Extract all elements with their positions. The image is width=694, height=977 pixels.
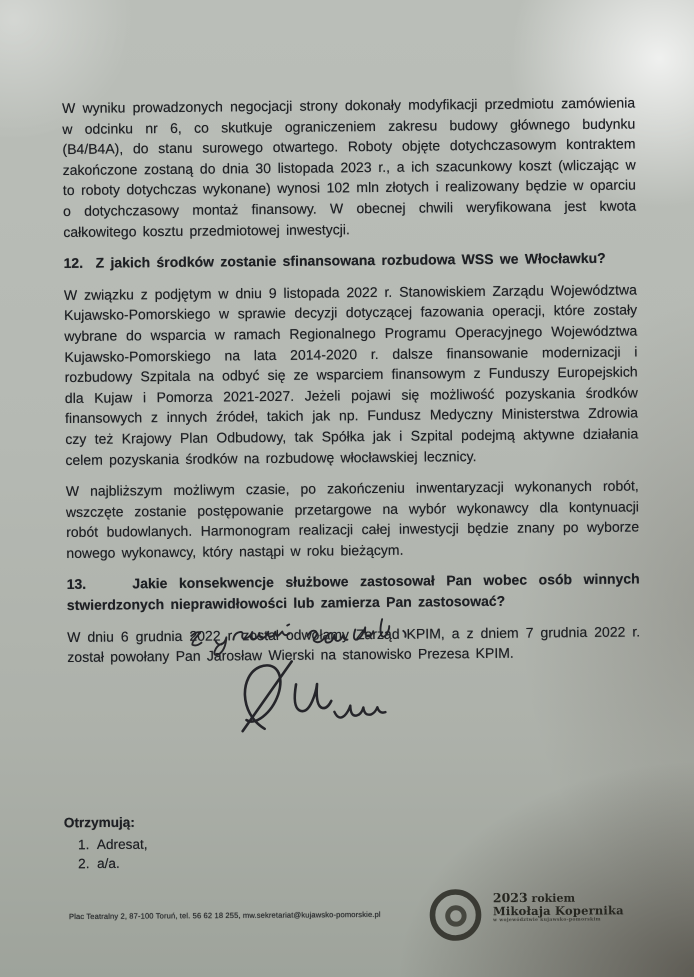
- copernicus-2023-seal: [427, 885, 624, 943]
- question-12-heading: 12. Z jakich środków zostanie sfinansowana rozbudowa WSS we Włocławku?: [63, 249, 606, 272]
- seal-caption: [493, 891, 624, 924]
- paragraph-financing: W związku z podjętym w dniu 9 listopada 2022 r. Stanowiskiem Zarządu Województwa Kujawsko-Pomorskiego w sprawie decyzji dotyczącej fazowania operacji, które zostały wybrane do wsparcia w ramach Regionalnego Programu Operacyjnego Województwa Kujawsko-Pomorskiego na lata 2014-2020 r. dalsze finansowanie modernizacji i rozbudowy Szpitala na odbyć się ze wsparciem finansowym z Funduszy Europejskich dla Kujaw i Pomorza 2021-2027. Jeżeli pojawi się możliwość pozyskania środków finansowych z innych źródeł, takich jak np. Fundusz Medyczny Ministerstwa Zdrowia czy też Krajowy Plan Odbudowy, tak Spółka jak i Szpital podejmą aktywne działania celem pozyskania środków na rozbudowę włocławskiej lecznicy.: [63, 281, 639, 468]
- footer-contact-line: Plac Teatralny 2, 87-100 Toruń, tel. 56 62 18 255, mw.sekretariat@kujawsko-pomorskie.pl: [68, 909, 381, 922]
- paragraph-negotiations: W wyniku prowadzonych negocjacji strony dokonały modyfikacji przedmiotu zamówienia w odcinku nr 6, co skutkuje ograniczeniem zakresu budowy głównego budynku (B4/B4A), do stanu surowego otwartego. Roboty objęte dotychczasowym kontraktem zakończone zostaną do dnia 30 listopada 2023 r., a ich szacunkowy koszt (wliczając w to roboty dotychczas wykonane) wynosi 102 mln złotych i realizowany będzie w oparciu o dotychczasowy montaż finansowy. W obecnej chwili weryfikowana jest kwota całkowitego kosztu przedmiotowej inwestycji.: [62, 94, 637, 240]
- question-13-heading: 13. Jakie konsekwencje służbowe zastosował Pan wobec osób winnych stwierdzonych nieprawidłowości lub zamierza Pan zastosować?: [66, 570, 640, 614]
- signature-scribble: [167, 610, 479, 754]
- paragraph-board-change: W dniu 6 grudnia 2022 r. został odwołamy Zarząd KPIM, a z dniem 7 grudnia 2022 r. został powołany Pan Jarosław Wierski na stanowisko Prezesa KPIM.: [67, 623, 641, 666]
- distribution-item-aa: 2. a/a.: [78, 855, 120, 872]
- seal-year-word: rokiem: [527, 891, 576, 905]
- distribution-item-adresat: 1. Adresat,: [77, 836, 148, 852]
- paragraph-tender: W najbliższym możliwym czasie, po zakończeniu inwentaryzacji wykonanych robót, wszczęte zostanie postępowanie przetargowe na wybór wykonawcy dla kontynuacji robót budowlanych. Harmonogram realizacji całej inwestycji będzie znany po wyborze nowego wykonawcy, który nastąpi w roku bieżącym.: [65, 477, 640, 561]
- copernicus-rings-icon: [427, 886, 484, 943]
- distribution-title: Otrzymują:: [63, 814, 135, 831]
- handwritten-closing-and-signature: [167, 610, 479, 754]
- seal-name-line: Mikołaja Kopernika: [492, 903, 624, 919]
- letter-body: [62, 92, 641, 678]
- seal-sub-line: w województwie kujawsko-pomorskim: [493, 917, 601, 924]
- seal-year: 2023: [492, 889, 528, 906]
- distribution-list: [64, 813, 148, 874]
